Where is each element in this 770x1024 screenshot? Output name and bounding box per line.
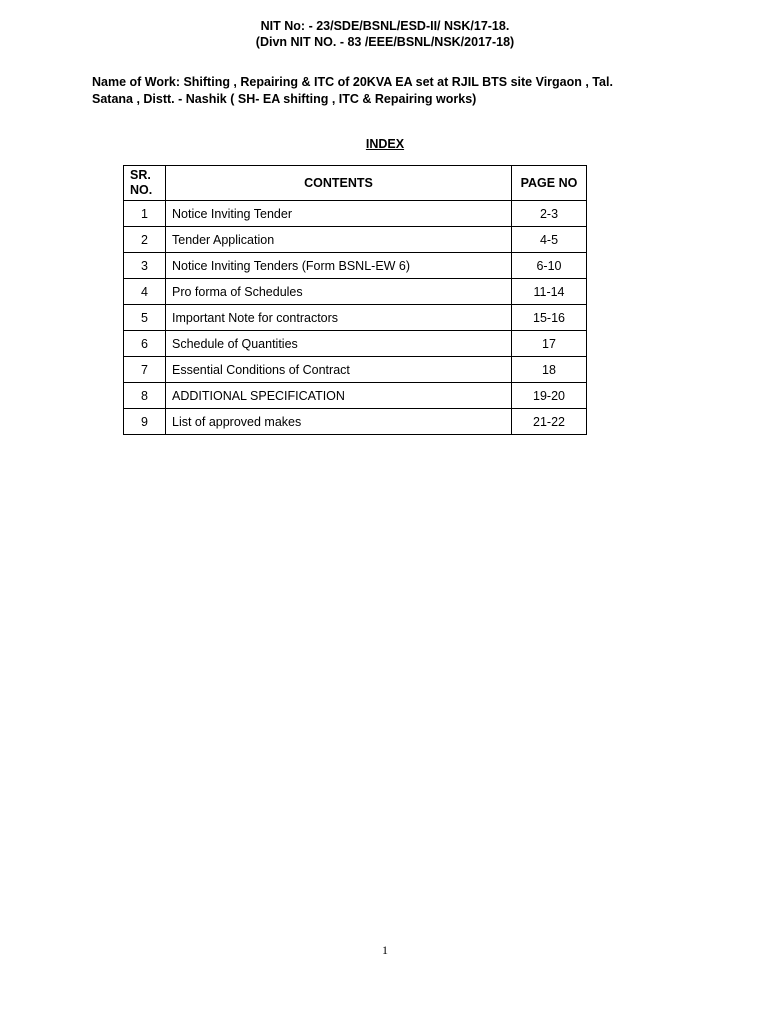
row-sr: 6 <box>124 331 166 357</box>
row-sr: 5 <box>124 305 166 331</box>
row-content: Schedule of Quantities <box>166 331 512 357</box>
row-content: ADDITIONAL SPECIFICATION <box>166 383 512 409</box>
row-sr: 7 <box>124 357 166 383</box>
row-page: 18 <box>512 357 587 383</box>
sr-no-header <box>124 166 166 201</box>
name-of-work <box>92 74 712 108</box>
contents-header: CONTENTS <box>166 166 512 201</box>
row-content: Tender Application <box>166 227 512 253</box>
row-page: 19-20 <box>512 383 587 409</box>
row-page: 2-3 <box>512 201 587 227</box>
row-content: Essential Conditions of Contract <box>166 357 512 383</box>
row-content: Notice Inviting Tender <box>166 201 512 227</box>
table-row <box>124 227 587 253</box>
row-page: 11-14 <box>512 279 587 305</box>
table-row <box>124 331 587 357</box>
table-row <box>124 279 587 305</box>
table-row <box>124 383 587 409</box>
page-number: 1 <box>382 943 388 957</box>
row-content: Notice Inviting Tenders (Form BSNL-EW 6) <box>166 253 512 279</box>
row-sr: 4 <box>124 279 166 305</box>
row-page: 4-5 <box>512 227 587 253</box>
row-sr: 9 <box>124 409 166 435</box>
row-content: Important Note for contractors <box>166 305 512 331</box>
row-sr: 3 <box>124 253 166 279</box>
sr-header-line-1: SR. <box>130 168 151 182</box>
table-row <box>124 305 587 331</box>
sr-header-line-2: NO. <box>130 183 153 197</box>
row-sr: 2 <box>124 227 166 253</box>
row-page: 15-16 <box>512 305 587 331</box>
row-sr: 8 <box>124 383 166 409</box>
row-page: 17 <box>512 331 587 357</box>
table-row <box>124 201 587 227</box>
row-page: 6-10 <box>512 253 587 279</box>
row-sr: 1 <box>124 201 166 227</box>
row-content: Pro forma of Schedules <box>166 279 512 305</box>
page-no-header: PAGE NO <box>512 166 587 201</box>
index-table <box>123 165 587 435</box>
table-row <box>124 253 587 279</box>
nit-header <box>0 18 770 50</box>
work-line-2: Satana , Distt. - Nashik ( SH- EA shifting , ITC & Repairing works) <box>92 92 477 106</box>
table-header-row <box>124 166 587 201</box>
table-row <box>124 357 587 383</box>
index-title: INDEX <box>365 137 405 151</box>
work-line-1: Name of Work: Shifting , Repairing & ITC of 20KVA EA set at RJIL BTS site Virgaon , Tal. <box>92 75 613 89</box>
row-content: List of approved makes <box>166 409 512 435</box>
table-row <box>124 409 587 435</box>
divn-nit-number: (Divn NIT NO. - 83 /EEE/BSNL/NSK/2017-18) <box>255 35 515 49</box>
nit-number: NIT No: - 23/SDE/BSNL/ESD-II/ NSK/17-18. <box>260 19 510 33</box>
row-page: 21-22 <box>512 409 587 435</box>
